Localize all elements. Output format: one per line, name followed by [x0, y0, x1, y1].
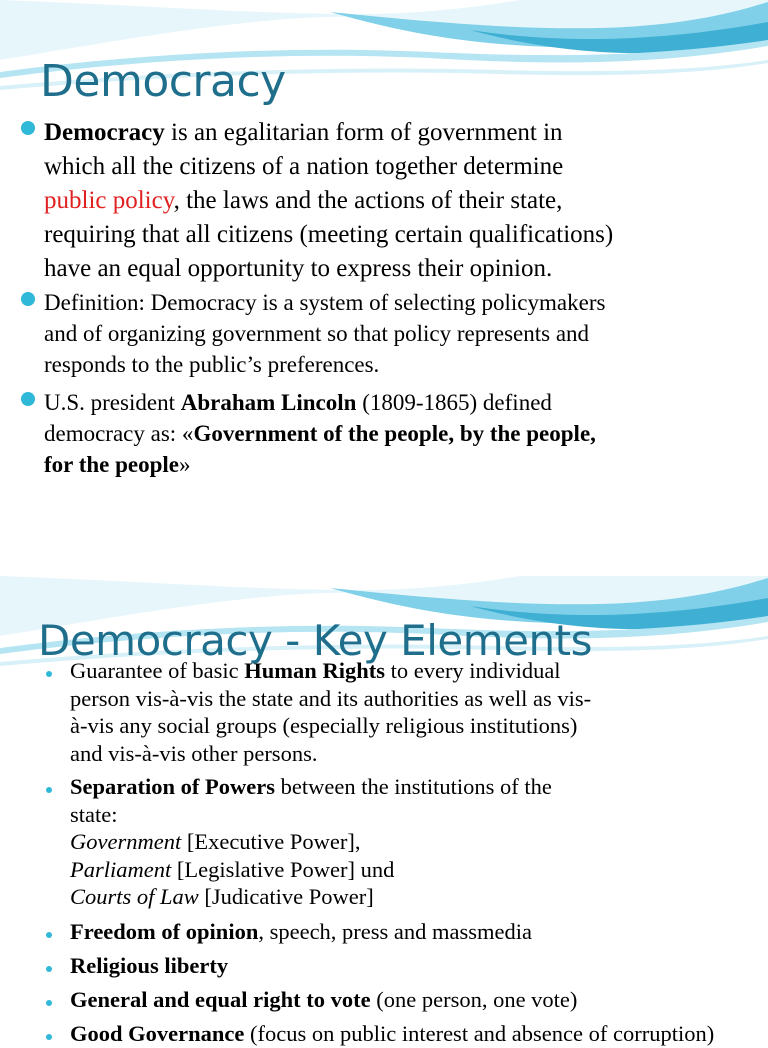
text: U.S. president [44, 390, 181, 415]
text: [Legislative Power] und [171, 856, 395, 882]
text-line: which all the citizens of a nation together determine [44, 153, 564, 180]
bullet-good-governance [70, 1020, 714, 1048]
bold-term: General and equal right to vote [70, 987, 371, 1012]
bullet-icon [21, 292, 35, 306]
text: [Executive Power], [181, 829, 361, 854]
bold-name: Abraham Lincoln [180, 390, 357, 415]
text-line: and of organizing government so that policy represents and [44, 321, 590, 346]
text-line: Definition: Democracy is a system of selecting policymakers [44, 290, 606, 315]
bullet-icon [46, 966, 52, 972]
slide-title: Democracy - Key Elements [38, 616, 592, 665]
text-line: à-vis any social groups (especially religious institutions) [70, 713, 578, 738]
bullet-freedom-of-opinion [70, 918, 532, 946]
italic-term: Courts of Law [70, 884, 199, 909]
bullet-icon [21, 392, 35, 406]
text: (focus on public interest and absence of corruption) [244, 1021, 715, 1046]
text: , speech, press and massmedia [258, 919, 533, 944]
bullet-icon [46, 671, 52, 677]
text: Guarantee of basic [70, 658, 245, 683]
bold-term: Good Governance [70, 1021, 245, 1046]
text: (one person, one vote) [370, 987, 578, 1012]
public-policy-link[interactable]: public policy [44, 187, 174, 214]
text: [Judicative Power] [198, 884, 374, 909]
text: (1809-1865) defined [356, 390, 552, 415]
bold-term: Separation of Powers [70, 774, 275, 799]
bullet-separation-of-powers [70, 773, 552, 911]
italic-term: Government [70, 829, 182, 854]
bullet-human-rights [70, 657, 591, 767]
bold-term: Human Rights [244, 658, 385, 683]
text-line: requiring that all citizens (meeting certain qualifications) [44, 221, 614, 248]
bold-quote: Government of the people, by the people, [193, 421, 596, 446]
bullet-democracy-definition [44, 116, 613, 286]
text-line: person vis-à-vis the state and its authorities as well as vis- [70, 685, 592, 711]
bullet-icon [21, 121, 35, 135]
bullet-icon [46, 932, 52, 938]
bold-term: Religious liberty [70, 953, 229, 978]
text-line: have an equal opportunity to express their opinion. [44, 255, 553, 282]
text: , the laws and the actions of their state, [173, 187, 563, 214]
text: to every individual [384, 658, 561, 683]
bold-term: Freedom of opinion [70, 919, 259, 944]
text: democracy as: « [44, 421, 194, 446]
text-line: responds to the public’s preferences. [44, 352, 380, 377]
bullet-right-to-vote [70, 986, 577, 1014]
slide-democracy-key-elements [0, 576, 768, 1046]
bullet-icon [46, 1034, 52, 1040]
slide-title: Democracy [40, 56, 286, 107]
text: » [179, 452, 191, 477]
bullet-icon [46, 1000, 52, 1006]
text: is an egalitarian form of government in [164, 119, 563, 146]
bullet-icon [46, 787, 52, 793]
italic-term: Parliament [70, 856, 172, 882]
text-line: and vis-à-vis other persons. [70, 740, 318, 766]
bullet-religious-liberty [70, 952, 228, 980]
bullet-definition [44, 287, 605, 380]
bold-quote: for the people [44, 452, 180, 477]
bullet-lincoln-quote [44, 387, 596, 480]
text-line: state: [70, 801, 118, 827]
bold-term: Democracy [44, 119, 165, 146]
text: between the institutions of the [274, 774, 552, 799]
